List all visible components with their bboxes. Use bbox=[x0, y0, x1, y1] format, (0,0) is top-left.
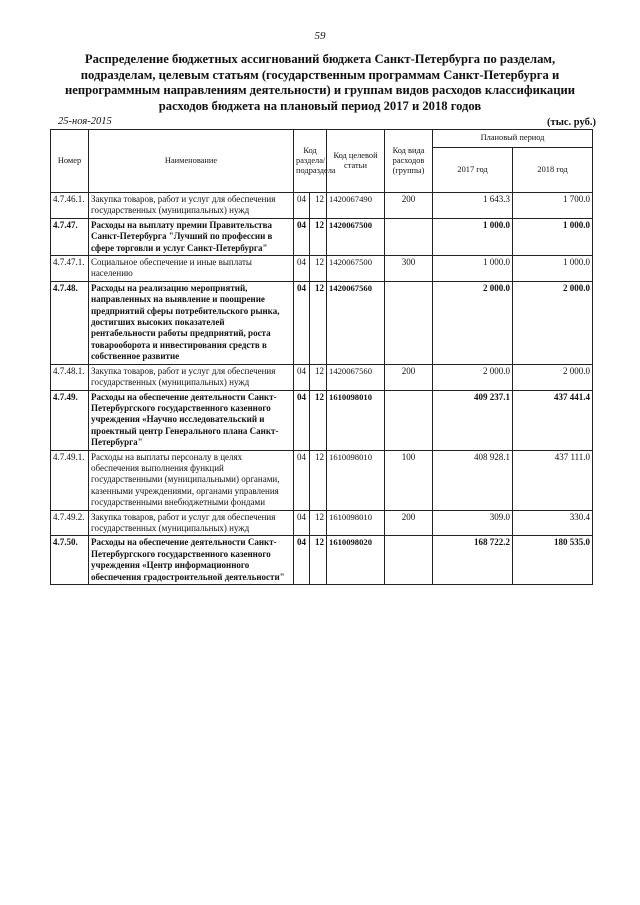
row-group-code bbox=[385, 281, 433, 364]
table-row bbox=[51, 218, 593, 255]
table-row bbox=[51, 450, 593, 510]
row-amount-2017: 2 000.0 bbox=[433, 281, 513, 364]
row-subsection-code: 12 bbox=[310, 218, 327, 255]
document-title: Распределение бюджетных ассигнований бюджета Санкт-Петербурга по разделам, подразделам, целевым статьям (государственным программам Санкт-Петербурга и непрограммным направлениям деятельности) и группам видов расходов классификации расходов бюджета на плановый период 2017 и 2018 годов bbox=[65, 52, 575, 113]
page-number: 59 bbox=[314, 30, 326, 42]
row-amount-2018: 330.4 bbox=[513, 510, 593, 536]
table-row bbox=[51, 390, 593, 450]
row-name: Расходы на обеспечение деятельности Санкт-Петербургского государственного казенного учреждения «Центр информационного обеспечения градостроительной деятельности" bbox=[89, 536, 294, 585]
row-article-code: 1610098010 bbox=[327, 390, 385, 450]
row-section-code: 04 bbox=[294, 281, 310, 364]
table-row bbox=[51, 364, 593, 390]
row-number: 4.7.47. bbox=[51, 218, 89, 255]
row-subsection-code: 12 bbox=[310, 390, 327, 450]
table-row bbox=[51, 193, 593, 219]
row-amount-2017: 1 000.0 bbox=[433, 218, 513, 255]
header-group: Код вида расходов (группы) bbox=[385, 130, 433, 193]
row-section-code: 04 bbox=[294, 536, 310, 585]
row-subsection-code: 12 bbox=[310, 536, 327, 585]
header-article: Код целевой статьи bbox=[327, 130, 385, 193]
row-subsection-code: 12 bbox=[310, 450, 327, 510]
row-section-code: 04 bbox=[294, 390, 310, 450]
row-amount-2017: 2 000.0 bbox=[433, 364, 513, 390]
row-number: 4.7.47.1. bbox=[51, 256, 89, 282]
row-group-code: 200 bbox=[385, 364, 433, 390]
table-row bbox=[51, 510, 593, 536]
header-planned-period: Плановый период bbox=[433, 130, 593, 148]
budget-table bbox=[50, 129, 593, 585]
row-article-code: 1420067490 bbox=[327, 193, 385, 219]
row-section-code: 04 bbox=[294, 510, 310, 536]
row-amount-2017: 1 000.0 bbox=[433, 256, 513, 282]
row-amount-2017: 409 237.1 bbox=[433, 390, 513, 450]
row-subsection-code: 12 bbox=[310, 510, 327, 536]
row-article-code: 1610098020 bbox=[327, 536, 385, 585]
row-subsection-code: 12 bbox=[310, 193, 327, 219]
row-section-code: 04 bbox=[294, 450, 310, 510]
header-number: Номер bbox=[51, 130, 89, 193]
header-name: Наименование bbox=[89, 130, 294, 193]
currency-unit: (тыс. руб.) bbox=[547, 117, 596, 128]
header-section: Код раздела/подраздела bbox=[294, 130, 327, 193]
header-year-2017: 2017 год bbox=[433, 148, 513, 193]
row-amount-2018: 1 000.0 bbox=[513, 256, 593, 282]
row-section-code: 04 bbox=[294, 256, 310, 282]
row-name: Закупка товаров, работ и услуг для обеспечения государственных (муниципальных) нужд bbox=[89, 193, 294, 219]
row-amount-2017: 408 928.1 bbox=[433, 450, 513, 510]
row-amount-2017: 168 722.2 bbox=[433, 536, 513, 585]
row-article-code: 1610098010 bbox=[327, 510, 385, 536]
row-group-code: 100 bbox=[385, 450, 433, 510]
table-row bbox=[51, 281, 593, 364]
row-name: Расходы на обеспечение деятельности Санкт-Петербургского государственного казенного учреждения «Научно исследовательский и проектный центр Генерального плана Санкт-Петербурга" bbox=[89, 390, 294, 450]
row-amount-2018: 1 700.0 bbox=[513, 193, 593, 219]
row-amount-2017: 309.0 bbox=[433, 510, 513, 536]
header-year-2018: 2018 год bbox=[513, 148, 593, 193]
row-number: 4.7.46.1. bbox=[51, 193, 89, 219]
row-article-code: 1610098010 bbox=[327, 450, 385, 510]
document-date: 25-ноя-2015 bbox=[58, 116, 112, 127]
row-amount-2018: 2 000.0 bbox=[513, 364, 593, 390]
row-article-code: 1420067560 bbox=[327, 281, 385, 364]
row-group-code: 200 bbox=[385, 193, 433, 219]
row-section-code: 04 bbox=[294, 218, 310, 255]
row-subsection-code: 12 bbox=[310, 256, 327, 282]
row-subsection-code: 12 bbox=[310, 364, 327, 390]
row-name: Расходы на выплату премии Правительства Санкт-Петербурга "Лучший по профессии в сфере торговли и услуг Санкт-Петербурга" bbox=[89, 218, 294, 255]
row-group-code: 300 bbox=[385, 256, 433, 282]
table-row bbox=[51, 536, 593, 585]
row-group-code bbox=[385, 390, 433, 450]
row-name: Расходы на выплаты персоналу в целях обеспечения выполнения функций государственными (муниципальными) органами, казенными учреждениями, органами управления государственными внебюджетными фондами bbox=[89, 450, 294, 510]
row-number: 4.7.48.1. bbox=[51, 364, 89, 390]
table-body bbox=[51, 193, 593, 585]
row-article-code: 1420067560 bbox=[327, 364, 385, 390]
row-amount-2018: 437 441.4 bbox=[513, 390, 593, 450]
row-number: 4.7.49.1. bbox=[51, 450, 89, 510]
row-amount-2018: 180 535.0 bbox=[513, 536, 593, 585]
row-amount-2018: 2 000.0 bbox=[513, 281, 593, 364]
row-name: Расходы на реализацию мероприятий, направленных на выявление и поощрение предприятий сферы потребительского рынка, достигших высоких показателей рентабельности работы предприятий, роста товарооборота и инвестирования средств в собственное развитие bbox=[89, 281, 294, 364]
row-group-code bbox=[385, 218, 433, 255]
row-name: Закупка товаров, работ и услуг для обеспечения государственных (муниципальных) нужд bbox=[89, 510, 294, 536]
table-row bbox=[51, 256, 593, 282]
row-section-code: 04 bbox=[294, 364, 310, 390]
row-number: 4.7.49.2. bbox=[51, 510, 89, 536]
row-amount-2018: 1 000.0 bbox=[513, 218, 593, 255]
row-amount-2018: 437 111.0 bbox=[513, 450, 593, 510]
row-group-code: 200 bbox=[385, 510, 433, 536]
row-article-code: 1420067500 bbox=[327, 256, 385, 282]
header-row bbox=[51, 130, 593, 148]
row-article-code: 1420067500 bbox=[327, 218, 385, 255]
row-name: Социальное обеспечение и иные выплаты населению bbox=[89, 256, 294, 282]
row-number: 4.7.49. bbox=[51, 390, 89, 450]
row-group-code bbox=[385, 536, 433, 585]
row-subsection-code: 12 bbox=[310, 281, 327, 364]
row-name: Закупка товаров, работ и услуг для обеспечения государственных (муниципальных) нужд bbox=[89, 364, 294, 390]
row-amount-2017: 1 643.3 bbox=[433, 193, 513, 219]
row-section-code: 04 bbox=[294, 193, 310, 219]
row-number: 4.7.50. bbox=[51, 536, 89, 585]
row-number: 4.7.48. bbox=[51, 281, 89, 364]
